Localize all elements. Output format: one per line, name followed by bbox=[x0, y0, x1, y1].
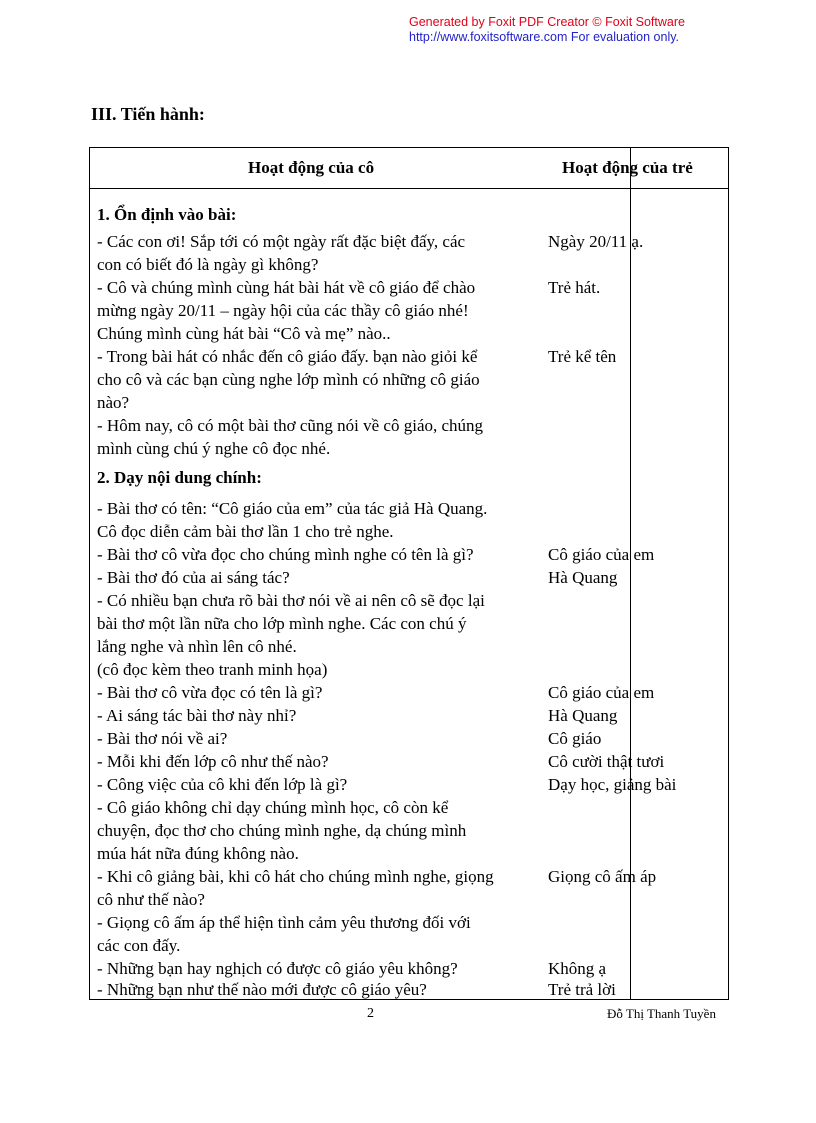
teacher-line: - Hôm nay, cô có một bài thơ cũng nói về cô giáo, chúng bbox=[97, 416, 484, 435]
teacher-section-heading: 2. Dạy nội dung chính: bbox=[97, 468, 262, 487]
teacher-line: Chúng mình cùng hát bài “Cô và mẹ” nào.. bbox=[97, 324, 391, 343]
teacher-line: - Bài thơ cô vừa đọc có tên là gì? bbox=[97, 683, 323, 702]
teacher-line: cho cô và các bạn cùng nghe lớp mình có những cô giáo bbox=[97, 370, 480, 389]
teacher-line: - Các con ơi! Sắp tới có một ngày rất đặc biệt đấy, các bbox=[97, 232, 466, 251]
teacher-line: - Công việc của cô khi đến lớp là gì? bbox=[97, 775, 348, 794]
child-response: Trẻ hát. bbox=[548, 278, 601, 297]
child-response: Dạy học, giảng bài bbox=[548, 775, 677, 794]
section-title: III. Tiến hành: bbox=[91, 104, 205, 124]
author-name: Đỗ Thị Thanh Tuyền bbox=[607, 1006, 716, 1021]
header-divider bbox=[90, 188, 728, 189]
teacher-line: mình cùng chú ý nghe cô đọc nhé. bbox=[97, 439, 331, 458]
teacher-line: - Giọng cô ấm áp thể hiện tình cảm yêu thương đối với bbox=[97, 913, 471, 932]
header-teacher-activity: Hoạt động của cô bbox=[248, 158, 375, 177]
child-response: Trẻ kể tên bbox=[548, 347, 617, 366]
child-response: Cô giáo của em bbox=[548, 683, 655, 702]
teacher-line: con có biết đó là ngày gì không? bbox=[97, 255, 319, 274]
teacher-line: - Bài thơ đó của ai sáng tác? bbox=[97, 568, 290, 587]
teacher-line: Cô đọc diễn cảm bài thơ lần 1 cho trẻ nghe. bbox=[97, 522, 394, 541]
child-response: Không ạ bbox=[548, 959, 607, 978]
teacher-line: - Khi cô giảng bài, khi cô hát cho chúng mình nghe, giọng bbox=[97, 867, 494, 886]
watermark bbox=[409, 15, 685, 45]
activity-table bbox=[89, 147, 729, 1000]
teacher-line: (cô đọc kèm theo tranh minh họa) bbox=[97, 660, 328, 679]
teacher-line: các con đấy. bbox=[97, 936, 181, 955]
teacher-line: - Những bạn hay nghịch có được cô giáo yêu không? bbox=[97, 959, 458, 978]
header-child-activity: Hoạt động của trẻ bbox=[562, 158, 693, 177]
child-response: Ngày 20/11 ạ. bbox=[548, 232, 644, 251]
teacher-line: mừng ngày 20/11 – ngày hội của các thầy cô giáo nhé! bbox=[97, 301, 469, 320]
child-response: Cô giáo bbox=[548, 729, 602, 748]
teacher-line: chuyện, đọc thơ cho chúng mình nghe, dạ chúng mình bbox=[97, 821, 467, 840]
teacher-line: - Cô giáo không chỉ dạy chúng mình học, cô còn kể bbox=[97, 798, 449, 817]
child-response: Trẻ trả lời bbox=[548, 980, 616, 999]
teacher-line: - Ai sáng tác bài thơ này nhỉ? bbox=[97, 706, 297, 725]
teacher-line: - Bài thơ cô vừa đọc cho chúng mình nghe có tên là gì? bbox=[97, 545, 474, 564]
child-response: Giọng cô ấm áp bbox=[548, 867, 657, 886]
teacher-line: bài thơ một lần nữa cho lớp mình nghe. Các con chú ý bbox=[97, 614, 467, 633]
teacher-line: - Mỗi khi đến lớp cô như thế nào? bbox=[97, 752, 329, 771]
teacher-line: - Trong bài hát có nhắc đến cô giáo đấy. bạn nào giỏi kể bbox=[97, 347, 478, 366]
teacher-line: nào? bbox=[97, 393, 130, 412]
child-response: Cô giáo của em bbox=[548, 545, 655, 564]
teacher-section-heading: 1. Ổn định vào bài: bbox=[97, 205, 237, 224]
teacher-line: múa hát nữa đúng không nào. bbox=[97, 844, 299, 863]
child-response: Hà Quang bbox=[548, 706, 618, 725]
page-number: 2 bbox=[367, 1006, 374, 1021]
teacher-line: cô như thế nào? bbox=[97, 890, 205, 909]
teacher-line: - Cô và chúng mình cùng hát bài hát về cô giáo để chào bbox=[97, 278, 476, 297]
teacher-line: - Bài thơ có tên: “Cô giáo của em” của tác giả Hà Quang. bbox=[97, 499, 488, 518]
teacher-line: - Những bạn như thế nào mới được cô giáo yêu? bbox=[97, 980, 427, 999]
child-response: Cô cười thật tươi bbox=[548, 752, 665, 771]
watermark-line-1: Generated by Foxit PDF Creator © Foxit Software bbox=[409, 15, 685, 29]
watermark-line-2[interactable]: http://www.foxitsoftware.com For evaluation only. bbox=[409, 30, 680, 44]
teacher-line: lắng nghe và nhìn lên cô nhé. bbox=[97, 637, 297, 656]
teacher-line: - Có nhiều bạn chưa rõ bài thơ nói về ai nên cô sẽ đọc lại bbox=[97, 591, 485, 610]
child-response: Hà Quang bbox=[548, 568, 618, 587]
teacher-line: - Bài thơ nói về ai? bbox=[97, 729, 228, 748]
